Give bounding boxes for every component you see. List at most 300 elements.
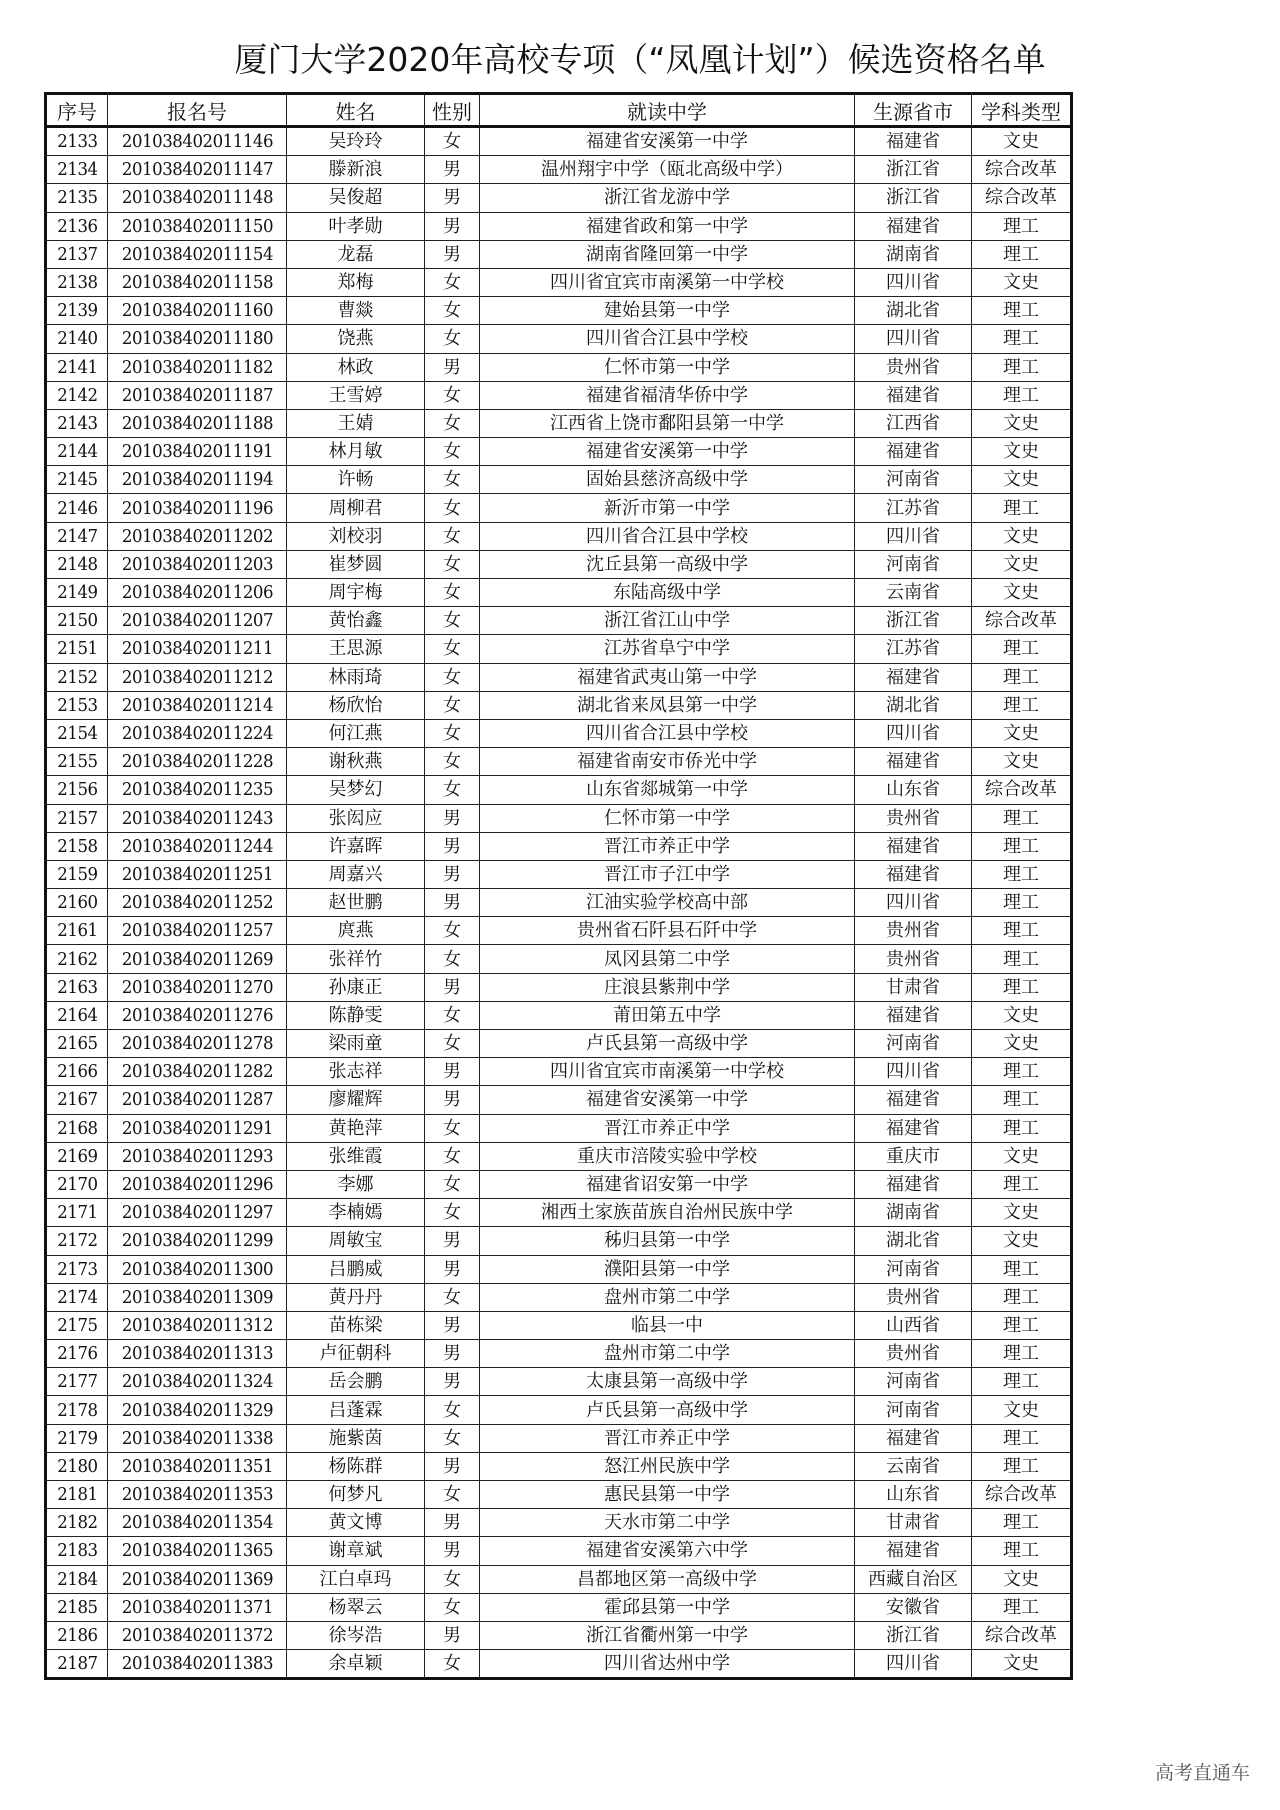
cell-name: 赵世鹏 bbox=[287, 889, 425, 917]
cell-province: 贵州省 bbox=[855, 804, 972, 832]
cell-index: 2152 bbox=[48, 663, 105, 691]
table-row bbox=[46, 325, 1072, 353]
table-row bbox=[46, 1481, 1072, 1509]
cell-subject-type: 理工 bbox=[972, 1283, 1072, 1311]
cell-index: 2182 bbox=[48, 1509, 105, 1537]
cell-province: 江苏省 bbox=[855, 635, 972, 663]
cell-school: 山东省郯城第一中学 bbox=[480, 776, 855, 804]
cell-subject-type: 理工 bbox=[972, 353, 1072, 381]
cell-index: 2148 bbox=[48, 550, 105, 578]
cell-name: 林政 bbox=[287, 353, 425, 381]
cell-name: 张闳应 bbox=[287, 804, 425, 832]
cell-gender: 女 bbox=[425, 719, 480, 747]
cell-school: 福建省安溪第一中学 bbox=[480, 1086, 855, 1114]
cell-name: 林雨琦 bbox=[287, 663, 425, 691]
cell-gender: 男 bbox=[425, 973, 480, 1001]
cell-province: 福建省 bbox=[855, 438, 972, 466]
cell-subject-type: 理工 bbox=[972, 1340, 1072, 1368]
cell-province: 江西省 bbox=[855, 409, 972, 437]
cell-subject-type: 理工 bbox=[972, 663, 1072, 691]
cell-registration-number: 201038402011300 bbox=[115, 1255, 280, 1283]
cell-registration-number: 201038402011235 bbox=[115, 776, 280, 804]
cell-province: 湖北省 bbox=[855, 297, 972, 325]
cell-gender: 女 bbox=[425, 748, 480, 776]
cell-school: 福建省南安市侨光中学 bbox=[480, 748, 855, 776]
cell-index: 2184 bbox=[48, 1565, 105, 1593]
cell-name: 李楠嫣 bbox=[287, 1199, 425, 1227]
cell-registration-number: 201038402011270 bbox=[115, 973, 280, 1001]
cell-school: 福建省安溪第六中学 bbox=[480, 1537, 855, 1565]
cell-school: 临县一中 bbox=[480, 1311, 855, 1339]
table-row bbox=[46, 1593, 1072, 1621]
table-row bbox=[46, 1396, 1072, 1424]
table-row bbox=[46, 860, 1072, 888]
column-header-school: 就读中学 bbox=[480, 94, 855, 127]
cell-subject-type: 理工 bbox=[972, 1311, 1072, 1339]
cell-index: 2181 bbox=[48, 1481, 105, 1509]
table-row bbox=[46, 1227, 1072, 1255]
cell-school: 江油实验学校高中部 bbox=[480, 889, 855, 917]
cell-index: 2140 bbox=[48, 325, 105, 353]
cell-registration-number: 201038402011244 bbox=[115, 832, 280, 860]
table-row bbox=[46, 719, 1072, 747]
cell-registration-number: 201038402011214 bbox=[115, 691, 280, 719]
cell-province: 四川省 bbox=[855, 1058, 972, 1086]
table-row bbox=[46, 832, 1072, 860]
cell-index: 2167 bbox=[48, 1086, 105, 1114]
cell-subject-type: 文史 bbox=[972, 748, 1072, 776]
cell-name: 刘校羽 bbox=[287, 522, 425, 550]
cell-name: 杨翠云 bbox=[287, 1593, 425, 1621]
cell-school: 卢氏县第一高级中学 bbox=[480, 1396, 855, 1424]
cell-province: 河南省 bbox=[855, 1396, 972, 1424]
table-row bbox=[46, 1621, 1072, 1649]
cell-province: 重庆市 bbox=[855, 1142, 972, 1170]
cell-gender: 女 bbox=[425, 297, 480, 325]
cell-index: 2179 bbox=[48, 1424, 105, 1452]
cell-subject-type: 综合改革 bbox=[972, 184, 1072, 212]
cell-index: 2180 bbox=[48, 1452, 105, 1480]
cell-subject-type: 文史 bbox=[972, 1142, 1072, 1170]
column-header-index: 序号 bbox=[46, 94, 108, 127]
cell-school: 晋江市子江中学 bbox=[480, 860, 855, 888]
cell-subject-type: 理工 bbox=[972, 1170, 1072, 1198]
cell-school: 昌都地区第一高级中学 bbox=[480, 1565, 855, 1593]
cell-registration-number: 201038402011309 bbox=[115, 1283, 280, 1311]
cell-registration-number: 201038402011351 bbox=[115, 1452, 280, 1480]
cell-province: 贵州省 bbox=[855, 1340, 972, 1368]
table-row bbox=[46, 1509, 1072, 1537]
cell-registration-number: 201038402011282 bbox=[115, 1058, 280, 1086]
page-title: 厦门大学2020年高校专项（“凤凰计划”）候选资格名单 bbox=[234, 40, 1046, 79]
cell-school: 浙江省江山中学 bbox=[480, 607, 855, 635]
cell-province: 福建省 bbox=[855, 1170, 972, 1198]
cell-name: 吕蓬霖 bbox=[287, 1396, 425, 1424]
cell-subject-type: 理工 bbox=[972, 804, 1072, 832]
cell-subject-type: 综合改革 bbox=[972, 1621, 1072, 1649]
table-row bbox=[46, 1255, 1072, 1283]
cell-name: 吕鹏威 bbox=[287, 1255, 425, 1283]
cell-school: 四川省宜宾市南溪第一中学校 bbox=[480, 1058, 855, 1086]
cell-province: 福建省 bbox=[855, 1114, 972, 1142]
cell-registration-number: 201038402011365 bbox=[115, 1537, 280, 1565]
cell-registration-number: 201038402011182 bbox=[115, 353, 280, 381]
cell-index: 2175 bbox=[48, 1311, 105, 1339]
cell-subject-type: 理工 bbox=[972, 691, 1072, 719]
cell-registration-number: 201038402011194 bbox=[115, 466, 280, 494]
cell-school: 福建省福清华侨中学 bbox=[480, 381, 855, 409]
cell-registration-number: 201038402011203 bbox=[115, 550, 280, 578]
cell-gender: 女 bbox=[425, 1199, 480, 1227]
cell-subject-type: 理工 bbox=[972, 325, 1072, 353]
cell-gender: 女 bbox=[425, 325, 480, 353]
table-row bbox=[46, 635, 1072, 663]
cell-gender: 女 bbox=[425, 776, 480, 804]
cell-subject-type: 理工 bbox=[972, 1424, 1072, 1452]
cell-gender: 女 bbox=[425, 1142, 480, 1170]
cell-province: 湖北省 bbox=[855, 1227, 972, 1255]
cell-registration-number: 201038402011299 bbox=[115, 1227, 280, 1255]
cell-registration-number: 201038402011354 bbox=[115, 1509, 280, 1537]
cell-index: 2176 bbox=[48, 1340, 105, 1368]
table-row bbox=[46, 1114, 1072, 1142]
cell-gender: 女 bbox=[425, 1593, 480, 1621]
cell-index: 2156 bbox=[48, 776, 105, 804]
cell-registration-number: 201038402011212 bbox=[115, 663, 280, 691]
cell-index: 2138 bbox=[48, 268, 105, 296]
cell-index: 2173 bbox=[48, 1255, 105, 1283]
cell-gender: 女 bbox=[425, 522, 480, 550]
cell-province: 湖南省 bbox=[855, 1199, 972, 1227]
cell-index: 2155 bbox=[48, 748, 105, 776]
cell-province: 山西省 bbox=[855, 1311, 972, 1339]
cell-school: 庄浪县紫荆中学 bbox=[480, 973, 855, 1001]
cell-gender: 女 bbox=[425, 1396, 480, 1424]
cell-index: 2146 bbox=[48, 494, 105, 522]
cell-registration-number: 201038402011224 bbox=[115, 719, 280, 747]
cell-name: 庹燕 bbox=[287, 917, 425, 945]
cell-index: 2185 bbox=[48, 1593, 105, 1621]
cell-registration-number: 201038402011251 bbox=[115, 860, 280, 888]
cell-index: 2151 bbox=[48, 635, 105, 663]
table-header-row bbox=[46, 94, 1072, 127]
cell-registration-number: 201038402011269 bbox=[115, 945, 280, 973]
cell-subject-type: 文史 bbox=[972, 1396, 1072, 1424]
cell-name: 梁雨童 bbox=[287, 1030, 425, 1058]
cell-name: 施紫茵 bbox=[287, 1424, 425, 1452]
cell-school: 福建省安溪第一中学 bbox=[480, 127, 855, 156]
table-row bbox=[46, 776, 1072, 804]
cell-school: 凤冈县第二中学 bbox=[480, 945, 855, 973]
cell-gender: 女 bbox=[425, 635, 480, 663]
cell-subject-type: 文史 bbox=[972, 1030, 1072, 1058]
cell-gender: 男 bbox=[425, 1368, 480, 1396]
table-row bbox=[46, 804, 1072, 832]
cell-subject-type: 理工 bbox=[972, 1114, 1072, 1142]
cell-school: 四川省合江县中学校 bbox=[480, 325, 855, 353]
cell-index: 2149 bbox=[48, 579, 105, 607]
cell-school: 浙江省龙游中学 bbox=[480, 184, 855, 212]
cell-index: 2166 bbox=[48, 1058, 105, 1086]
cell-gender: 男 bbox=[425, 212, 480, 240]
column-header-province: 生源省市 bbox=[855, 94, 972, 127]
cell-name: 王思源 bbox=[287, 635, 425, 663]
cell-subject-type: 理工 bbox=[972, 240, 1072, 268]
cell-gender: 男 bbox=[425, 353, 480, 381]
table-row bbox=[46, 1142, 1072, 1170]
cell-gender: 男 bbox=[425, 1509, 480, 1537]
cell-province: 福建省 bbox=[855, 1001, 972, 1029]
cell-index: 2158 bbox=[48, 832, 105, 860]
cell-subject-type: 综合改革 bbox=[972, 156, 1072, 184]
cell-gender: 女 bbox=[425, 1114, 480, 1142]
cell-province: 福建省 bbox=[855, 663, 972, 691]
cell-subject-type: 文史 bbox=[972, 719, 1072, 747]
cell-school: 晋江市养正中学 bbox=[480, 832, 855, 860]
cell-province: 福建省 bbox=[855, 127, 972, 156]
column-header-name: 姓名 bbox=[287, 94, 425, 127]
cell-registration-number: 201038402011257 bbox=[115, 917, 280, 945]
cell-gender: 女 bbox=[425, 494, 480, 522]
cell-name: 黄文博 bbox=[287, 1509, 425, 1537]
cell-registration-number: 201038402011287 bbox=[115, 1086, 280, 1114]
cell-school: 湘西土家族苗族自治州民族中学 bbox=[480, 1199, 855, 1227]
cell-subject-type: 文史 bbox=[972, 1001, 1072, 1029]
candidate-table bbox=[44, 92, 1073, 1680]
cell-name: 许畅 bbox=[287, 466, 425, 494]
cell-registration-number: 201038402011291 bbox=[115, 1114, 280, 1142]
cell-school: 温州翔宇中学（瓯北高级中学） bbox=[480, 156, 855, 184]
cell-gender: 男 bbox=[425, 240, 480, 268]
table-row bbox=[46, 1424, 1072, 1452]
cell-gender: 女 bbox=[425, 663, 480, 691]
cell-gender: 女 bbox=[425, 607, 480, 635]
cell-name: 何江燕 bbox=[287, 719, 425, 747]
cell-subject-type: 理工 bbox=[972, 945, 1072, 973]
cell-province: 四川省 bbox=[855, 1650, 972, 1679]
cell-registration-number: 201038402011150 bbox=[115, 212, 280, 240]
cell-name: 滕新浪 bbox=[287, 156, 425, 184]
cell-name: 谢章斌 bbox=[287, 1537, 425, 1565]
cell-school: 天水市第二中学 bbox=[480, 1509, 855, 1537]
cell-registration-number: 201038402011202 bbox=[115, 522, 280, 550]
cell-school: 江苏省阜宁中学 bbox=[480, 635, 855, 663]
cell-province: 贵州省 bbox=[855, 353, 972, 381]
table-row bbox=[46, 663, 1072, 691]
cell-school: 仁怀市第一中学 bbox=[480, 804, 855, 832]
table-row bbox=[46, 973, 1072, 1001]
cell-registration-number: 201038402011369 bbox=[115, 1565, 280, 1593]
cell-province: 福建省 bbox=[855, 748, 972, 776]
cell-registration-number: 201038402011158 bbox=[115, 268, 280, 296]
cell-name: 卢征朝科 bbox=[287, 1340, 425, 1368]
cell-gender: 女 bbox=[425, 1030, 480, 1058]
cell-index: 2187 bbox=[48, 1650, 105, 1679]
table-row bbox=[46, 1452, 1072, 1480]
cell-name: 张祥竹 bbox=[287, 945, 425, 973]
cell-index: 2165 bbox=[48, 1030, 105, 1058]
cell-index: 2174 bbox=[48, 1283, 105, 1311]
cell-subject-type: 文史 bbox=[972, 579, 1072, 607]
cell-school: 晋江市养正中学 bbox=[480, 1424, 855, 1452]
table-row bbox=[46, 691, 1072, 719]
cell-registration-number: 201038402011313 bbox=[115, 1340, 280, 1368]
table-body bbox=[46, 127, 1072, 1679]
cell-index: 2183 bbox=[48, 1537, 105, 1565]
cell-province: 四川省 bbox=[855, 325, 972, 353]
cell-school: 盘州市第二中学 bbox=[480, 1283, 855, 1311]
cell-registration-number: 201038402011312 bbox=[115, 1311, 280, 1339]
cell-registration-number: 201038402011276 bbox=[115, 1001, 280, 1029]
cell-name: 何梦凡 bbox=[287, 1481, 425, 1509]
cell-province: 浙江省 bbox=[855, 184, 972, 212]
cell-gender: 男 bbox=[425, 184, 480, 212]
cell-name: 曹燚 bbox=[287, 297, 425, 325]
column-header-subject-type: 学科类型 bbox=[972, 94, 1072, 127]
cell-index: 2143 bbox=[48, 409, 105, 437]
cell-province: 江苏省 bbox=[855, 494, 972, 522]
cell-registration-number: 201038402011180 bbox=[115, 325, 280, 353]
cell-index: 2168 bbox=[48, 1114, 105, 1142]
cell-province: 四川省 bbox=[855, 522, 972, 550]
cell-subject-type: 文史 bbox=[972, 268, 1072, 296]
cell-province: 河南省 bbox=[855, 1030, 972, 1058]
cell-subject-type: 理工 bbox=[972, 1593, 1072, 1621]
cell-province: 福建省 bbox=[855, 381, 972, 409]
cell-name: 苗栋梁 bbox=[287, 1311, 425, 1339]
cell-province: 山东省 bbox=[855, 1481, 972, 1509]
cell-province: 贵州省 bbox=[855, 1283, 972, 1311]
cell-registration-number: 201038402011207 bbox=[115, 607, 280, 635]
cell-name: 郑梅 bbox=[287, 268, 425, 296]
table-row bbox=[46, 184, 1072, 212]
cell-province: 贵州省 bbox=[855, 917, 972, 945]
cell-school: 四川省达州中学 bbox=[480, 1650, 855, 1679]
cell-name: 谢秋燕 bbox=[287, 748, 425, 776]
cell-registration-number: 201038402011293 bbox=[115, 1142, 280, 1170]
table-row bbox=[46, 945, 1072, 973]
cell-subject-type: 综合改革 bbox=[972, 1481, 1072, 1509]
cell-index: 2159 bbox=[48, 860, 105, 888]
cell-gender: 男 bbox=[425, 1452, 480, 1480]
cell-index: 2135 bbox=[48, 184, 105, 212]
cell-subject-type: 理工 bbox=[972, 212, 1072, 240]
cell-gender: 女 bbox=[425, 579, 480, 607]
cell-gender: 女 bbox=[425, 1424, 480, 1452]
cell-gender: 女 bbox=[425, 381, 480, 409]
cell-province: 湖南省 bbox=[855, 240, 972, 268]
cell-index: 2154 bbox=[48, 719, 105, 747]
table-row bbox=[46, 607, 1072, 635]
cell-school: 贵州省石阡县石阡中学 bbox=[480, 917, 855, 945]
cell-province: 河南省 bbox=[855, 1255, 972, 1283]
table-row bbox=[46, 240, 1072, 268]
cell-gender: 女 bbox=[425, 945, 480, 973]
cell-index: 2147 bbox=[48, 522, 105, 550]
cell-registration-number: 201038402011353 bbox=[115, 1481, 280, 1509]
cell-school: 卢氏县第一高级中学 bbox=[480, 1030, 855, 1058]
cell-province: 河南省 bbox=[855, 1368, 972, 1396]
table-row bbox=[46, 579, 1072, 607]
table-row bbox=[46, 1368, 1072, 1396]
cell-province: 福建省 bbox=[855, 1424, 972, 1452]
cell-name: 周宇梅 bbox=[287, 579, 425, 607]
cell-subject-type: 理工 bbox=[972, 1452, 1072, 1480]
column-header-registration-number: 报名号 bbox=[108, 94, 287, 127]
cell-registration-number: 201038402011383 bbox=[115, 1650, 280, 1679]
cell-gender: 女 bbox=[425, 1170, 480, 1198]
cell-school: 濮阳县第一中学 bbox=[480, 1255, 855, 1283]
cell-gender: 男 bbox=[425, 1227, 480, 1255]
cell-registration-number: 201038402011147 bbox=[115, 156, 280, 184]
cell-registration-number: 201038402011338 bbox=[115, 1424, 280, 1452]
cell-index: 2133 bbox=[48, 127, 105, 156]
cell-gender: 男 bbox=[425, 832, 480, 860]
cell-subject-type: 理工 bbox=[972, 917, 1072, 945]
cell-registration-number: 201038402011372 bbox=[115, 1621, 280, 1649]
cell-province: 云南省 bbox=[855, 579, 972, 607]
cell-subject-type: 理工 bbox=[972, 832, 1072, 860]
cell-school: 怒江州民族中学 bbox=[480, 1452, 855, 1480]
cell-school: 秭归县第一中学 bbox=[480, 1227, 855, 1255]
cell-subject-type: 文史 bbox=[972, 409, 1072, 437]
cell-index: 2137 bbox=[48, 240, 105, 268]
cell-name: 张维霞 bbox=[287, 1142, 425, 1170]
cell-subject-type: 理工 bbox=[972, 889, 1072, 917]
cell-name: 叶孝勋 bbox=[287, 212, 425, 240]
cell-index: 2150 bbox=[48, 607, 105, 635]
cell-gender: 女 bbox=[425, 466, 480, 494]
cell-name: 江白卓玛 bbox=[287, 1565, 425, 1593]
cell-gender: 男 bbox=[425, 156, 480, 184]
table-row bbox=[46, 1650, 1072, 1679]
cell-gender: 女 bbox=[425, 1481, 480, 1509]
cell-gender: 男 bbox=[425, 1058, 480, 1086]
cell-name: 周柳君 bbox=[287, 494, 425, 522]
cell-subject-type: 文史 bbox=[972, 1227, 1072, 1255]
cell-subject-type: 理工 bbox=[972, 1537, 1072, 1565]
cell-school: 沈丘县第一高级中学 bbox=[480, 550, 855, 578]
table-row bbox=[46, 522, 1072, 550]
cell-gender: 男 bbox=[425, 1311, 480, 1339]
table-row bbox=[46, 1340, 1072, 1368]
table-row bbox=[46, 1058, 1072, 1086]
cell-province: 河南省 bbox=[855, 466, 972, 494]
cell-name: 岳会鹏 bbox=[287, 1368, 425, 1396]
cell-registration-number: 201038402011196 bbox=[115, 494, 280, 522]
cell-index: 2172 bbox=[48, 1227, 105, 1255]
cell-index: 2161 bbox=[48, 917, 105, 945]
table-row bbox=[46, 1199, 1072, 1227]
cell-index: 2171 bbox=[48, 1199, 105, 1227]
cell-gender: 女 bbox=[425, 127, 480, 156]
cell-school: 晋江市养正中学 bbox=[480, 1114, 855, 1142]
cell-province: 湖北省 bbox=[855, 691, 972, 719]
cell-name: 龙磊 bbox=[287, 240, 425, 268]
cell-school: 重庆市涪陵实验中学校 bbox=[480, 1142, 855, 1170]
watermark-text: 高考直通车 bbox=[1154, 1762, 1250, 1784]
cell-registration-number: 201038402011206 bbox=[115, 579, 280, 607]
cell-name: 林月敏 bbox=[287, 438, 425, 466]
cell-subject-type: 文史 bbox=[972, 438, 1072, 466]
cell-province: 浙江省 bbox=[855, 1621, 972, 1649]
cell-province: 浙江省 bbox=[855, 156, 972, 184]
cell-index: 2139 bbox=[48, 297, 105, 325]
cell-school: 固始县慈济高级中学 bbox=[480, 466, 855, 494]
cell-name: 周嘉兴 bbox=[287, 860, 425, 888]
cell-name: 杨欣怡 bbox=[287, 691, 425, 719]
table-row bbox=[46, 466, 1072, 494]
